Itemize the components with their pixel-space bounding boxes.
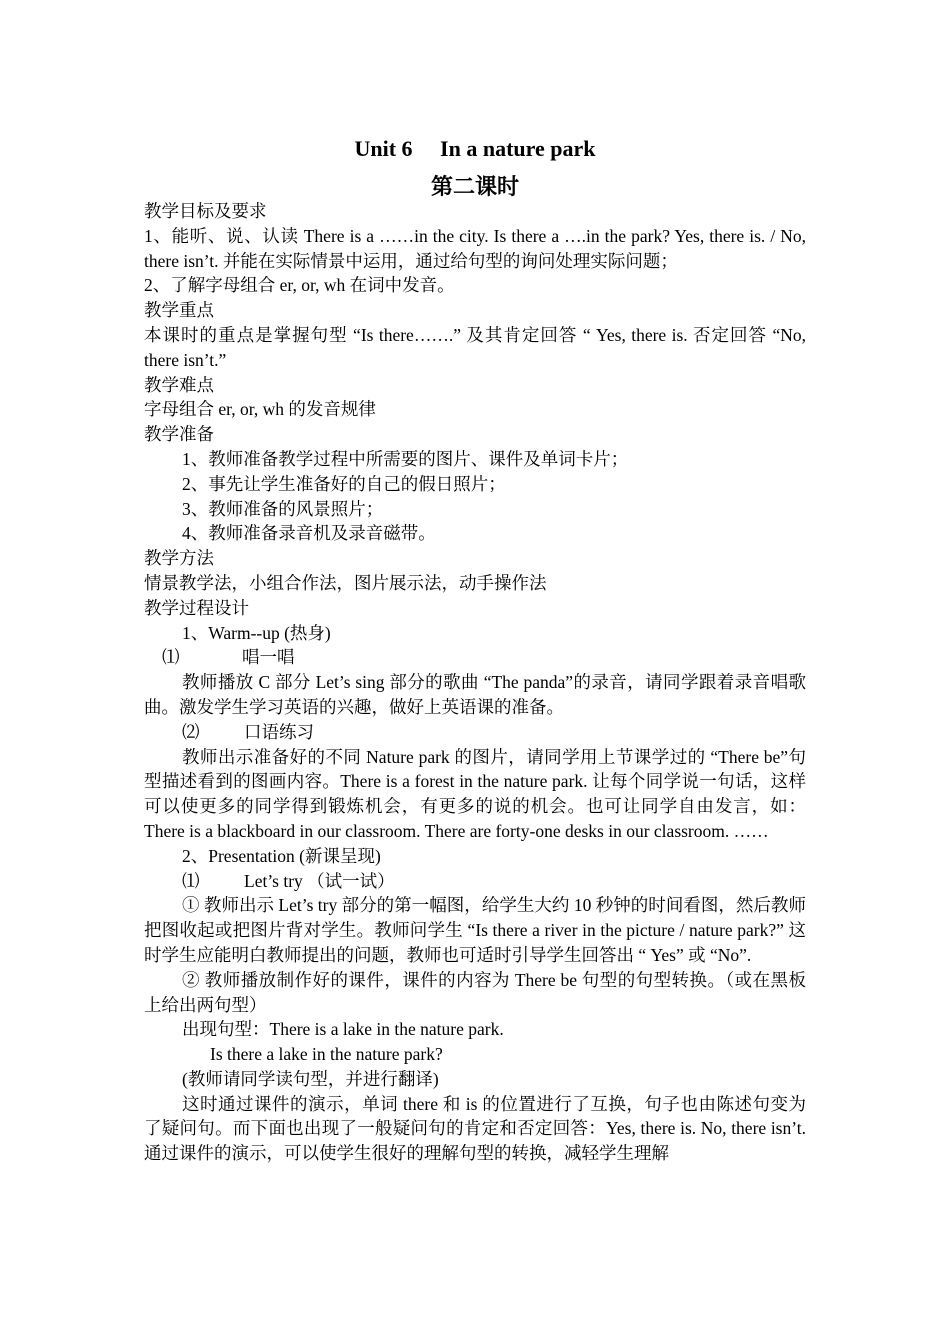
preparation-item-4: 4、教师准备录音机及录音磁带。 bbox=[182, 523, 436, 544]
heading-key-points: 教学重点 bbox=[144, 300, 214, 321]
preparation-item-2: 2、事先让学生准备好的自己的假日照片； bbox=[182, 473, 506, 494]
sub-step-number: ⑴ bbox=[162, 647, 180, 668]
step-warm-up: 1、Warm--up (热身) bbox=[182, 622, 331, 643]
sentence-pattern-question: Is there a lake in the nature park? bbox=[210, 1044, 443, 1065]
sub-step-sing bbox=[144, 645, 806, 670]
sub-step-label: Let’s try （试一试） bbox=[244, 870, 395, 891]
methods-text: 情景教学法，小组合作法，图片展示法，动手操作法 bbox=[144, 572, 547, 593]
heading-objectives: 教学目标及要求 bbox=[144, 201, 267, 221]
sub-step-lets-try bbox=[144, 869, 806, 894]
sub-step-label: 唱一唱 bbox=[242, 647, 295, 668]
translation-note: (教师请同学读句型，并进行翻译) bbox=[182, 1068, 439, 1089]
lets-try-point-2: ② 教师播放制作好的课件，课件的内容为 There be 句型的句型转换。（或在黑板上给出两句型） bbox=[144, 969, 806, 1015]
objective-1: 1、能听、说、认读 There is a ……in the city. Is there a ….in the park? Yes, there is. / No, there isn’t. 并能在实际情景中运用，通过给句型的询问处理实际问题； bbox=[144, 225, 806, 271]
difficulties-text: 字母组合 er, or, wh 的发音规律 bbox=[144, 399, 376, 420]
sentence-pattern-statement: 出现句型：There is a lake in the nature park. bbox=[182, 1019, 504, 1040]
document-body bbox=[144, 199, 806, 1166]
document-subtitle: 第二课时 bbox=[430, 174, 519, 199]
heading-methods: 教学方法 bbox=[144, 548, 214, 569]
sub-step-oral bbox=[144, 720, 806, 745]
sub-step-number: ⑴ bbox=[182, 870, 200, 891]
heading-process: 教学过程设计 bbox=[144, 597, 249, 618]
sub-step-label: 口语练习 bbox=[244, 721, 314, 742]
oral-description: 教师出示准备好的不同 Nature park 的图片，请同学用上节课学过的 “There be”句型描述看到的图画内容。There is a forest in the nature park. 让每个同学说一句话，这样可以使更多的同学得到锻炼机会，有更多的说的机会。也可让同学自由发言，如：There is a blackboard in our classroom. There are forty-one desks in our classroom. …… bbox=[144, 746, 806, 841]
heading-difficulties: 教学难点 bbox=[144, 374, 214, 395]
key-points-text: 本课时的重点是掌握句型 “Is there…….” 及其肯定回答 “ Yes, there is. 否定回答 “No, there isn’t.” bbox=[144, 324, 806, 370]
document-title: Unit 6 In a nature park bbox=[354, 136, 596, 161]
lets-try-point-1: ① 教师出示 Let’s try 部分的第一幅图，给学生大约 10 秒钟的时间看图，然后教师把图收起或把图片背对学生。教师问学生 “Is there a river in the picture / nature park?” 这时学生应能明白教师提出的问题，教师也可适时引导学生回答出 “ Yes” 或 “No”. bbox=[144, 895, 806, 965]
heading-preparation: 教学准备 bbox=[144, 424, 214, 445]
step-presentation: 2、Presentation (新课呈现) bbox=[182, 845, 381, 866]
preparation-item-3: 3、教师准备的风景照片； bbox=[182, 498, 384, 519]
sing-description: 教师播放 C 部分 Let’s sing 部分的歌曲 “The panda”的录音，请同学跟着录音唱歌曲。激发学生学习英语的兴趣，做好上英语课的准备。 bbox=[144, 672, 806, 717]
sub-step-number: ⑵ bbox=[182, 721, 200, 742]
explanation-paragraph: 这时通过课件的演示，单词 there 和 is 的位置进行了互换，句子也由陈述句变为了疑问句。而下面也出现了一般疑问句的肯定和否定回答：Yes, there is. No, there isn’t. 通过课件的演示，可以使学生很好的理解句型的转换，减轻学生理解 bbox=[144, 1093, 806, 1164]
objective-2: 2、了解字母组合 er, or, wh 在词中发音。 bbox=[144, 275, 455, 296]
preparation-item-1: 1、教师准备教学过程中所需要的图片、课件及单词卡片； bbox=[182, 448, 629, 469]
